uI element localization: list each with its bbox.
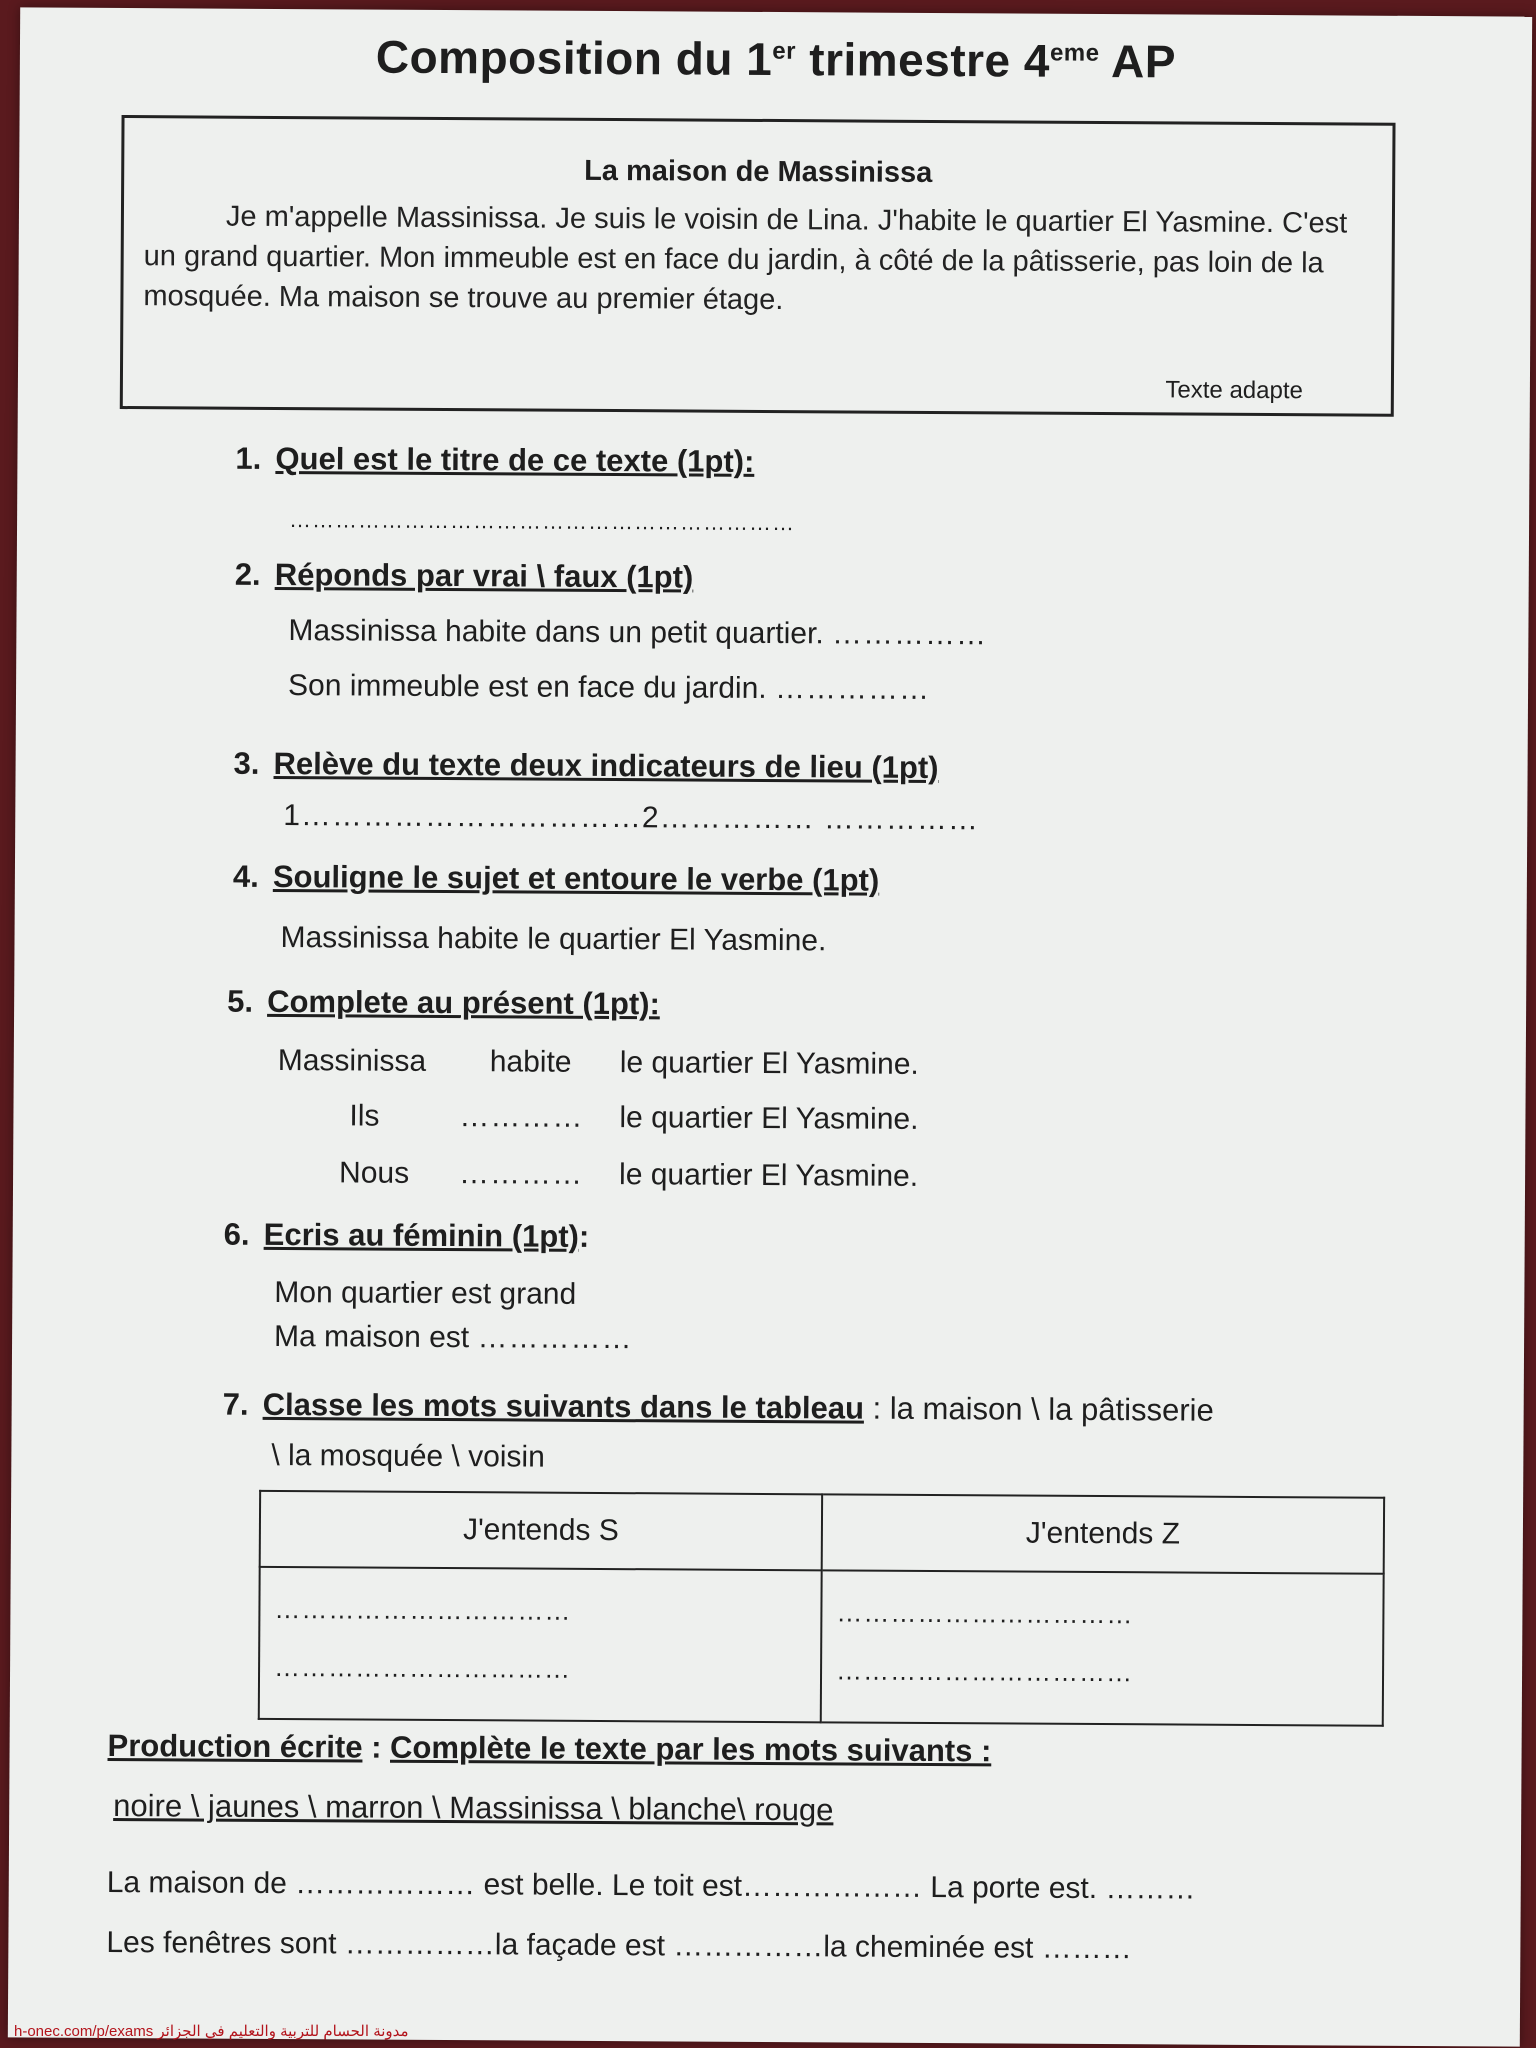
question-7: 7. Classe les mots suivants dans le tableau : la maison \ la pâtisserie bbox=[222, 1386, 1214, 1428]
column-header-s: J'entends S bbox=[260, 1491, 822, 1570]
word-list-continued: \ la mosquée \ voisin bbox=[271, 1438, 545, 1474]
true-false-statement-2: Son immeuble est en face du jardin. …………… bbox=[287, 669, 931, 706]
page-title: Composition du 1er trimestre 4eme AP bbox=[375, 30, 1177, 88]
footer-watermark: h-onec.com/p/exams مدونة الحسام للتربية والتعليم في الجزائر bbox=[14, 2023, 409, 2040]
question-5: 5. Complete au présent (1pt): bbox=[227, 983, 660, 1022]
column-header-z: J'entends Z bbox=[822, 1494, 1384, 1573]
question-3: 3. Relève du texte deux indicateurs de lieu (1pt) bbox=[233, 745, 939, 786]
question-2: 2. Réponds par vrai \ faux (1pt) bbox=[234, 556, 694, 595]
answer-blank-5a[interactable]: ………… bbox=[459, 1100, 584, 1134]
table-cell-s[interactable]: …………………………… …………………………… bbox=[259, 1567, 822, 1722]
table-cell-z[interactable]: …………………………… …………………………… bbox=[821, 1570, 1384, 1725]
answer-blank-3[interactable]: 1……………………………2…………… …………… bbox=[283, 799, 980, 837]
sentence-q4: Massinissa habite le quartier El Yasmine. bbox=[280, 921, 827, 958]
true-false-statement-1: Massinissa habite dans un petit quartier. …………… bbox=[288, 614, 988, 652]
production-line-1[interactable]: La maison de ……………… est belle. Le toit est……………… La porte est. ……… bbox=[106, 1865, 1196, 1906]
answer-blank-5b[interactable]: ………… bbox=[458, 1157, 584, 1191]
answer-blank-2b[interactable]: …………… bbox=[774, 672, 931, 706]
reading-title: La maison de Massinissa bbox=[584, 154, 933, 189]
feminine-answer-line: Ma maison est …………… bbox=[273, 1319, 633, 1356]
reading-text-box bbox=[120, 115, 1396, 417]
production-heading: Production écrite : Complète le texte par les mots suivants : bbox=[107, 1727, 992, 1769]
sound-classification-table bbox=[258, 1490, 1385, 1727]
production-line-2[interactable]: Les fenêtres sont ……………la façade est ……………la cheminée est ……… bbox=[106, 1925, 1132, 1966]
answer-blank-1[interactable]: ………………………………………………………… bbox=[289, 507, 796, 536]
question-1: 1. Quel est le titre de ce texte (1pt): bbox=[235, 440, 755, 479]
answer-blank-6[interactable]: …………… bbox=[477, 1321, 633, 1356]
question-4: 4. Souligne le sujet et entoure le verbe (1pt) bbox=[232, 858, 880, 898]
reading-body: Je m'appelle Massinissa. Je suis le voisin de Lina. J'habite le quartier El Yasmine. C'est un grand quartier. Mon immeuble est en face du jardin, à côté de la pâtisserie, pas loin de la mosquée. Ma maison se trouve au premier étage. bbox=[143, 200, 1348, 317]
word-bank: noire \ jaunes \ marron \ Massinissa \ blanche\ rouge bbox=[113, 1788, 834, 1828]
reading-source: Texte adapte bbox=[1165, 376, 1303, 405]
answer-blank-2a[interactable]: …………… bbox=[831, 617, 988, 652]
conjugation-row-2: Ils ………… le quartier El Yasmine. bbox=[349, 1099, 919, 1136]
conjugation-row-3: Nous ………… le quartier El Yasmine. bbox=[339, 1156, 919, 1193]
question-6: 6. Ecris au féminin (1pt): bbox=[223, 1216, 590, 1254]
exam-sheet bbox=[8, 7, 1532, 2046]
feminine-source-line: Mon quartier est grand bbox=[274, 1275, 577, 1311]
conjugation-row-1: Massinissa habite le quartier El Yasmine. bbox=[277, 1043, 919, 1081]
